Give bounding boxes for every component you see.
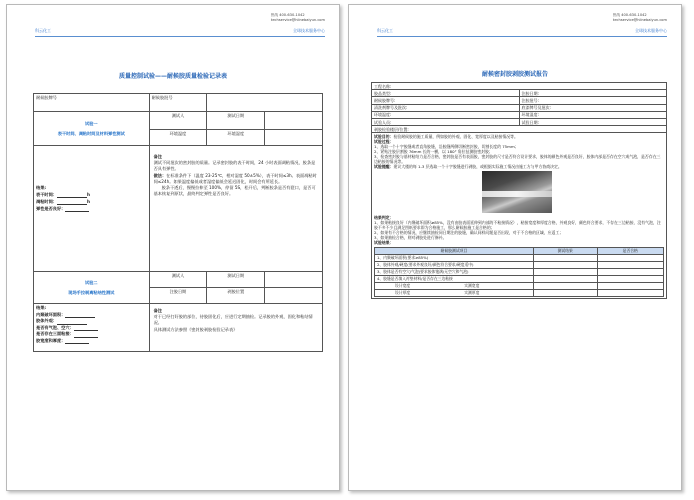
results-label: 结果:: [36, 185, 47, 190]
pass-cell[interactable]: [597, 254, 663, 261]
page-title: 质量控制试验——耐候胶质量检验记录表: [118, 73, 227, 80]
pass-cell[interactable]: [597, 289, 663, 296]
test-date-label: 试验日期:: [519, 118, 667, 125]
sealant-batch-label: 耐候胶批号: [149, 94, 207, 112]
test2-heading: [34, 272, 150, 304]
test-date-label: 测试日期: [207, 112, 265, 130]
test2-results: [34, 304, 150, 352]
col-header-pass: 是否合格: [597, 247, 663, 254]
note2-ref: 具体测试方法参照《密封胶剥胶检验记录表》: [153, 326, 238, 332]
results2-label: 结果:: [36, 305, 47, 310]
env-humidity-value[interactable]: [265, 130, 323, 146]
batch-number-label: 注胶批号:: [519, 97, 667, 104]
record-form-page: [6, 4, 340, 491]
note2-label: 备注: [153, 308, 162, 313]
surface-dry-label: 表干时间：: [36, 192, 57, 197]
sealant-brand-label: 耐候胶牌号: [34, 94, 150, 112]
page-header: [35, 28, 325, 37]
test1-notes: [149, 146, 322, 272]
cohesion-label: 内聚破坏面积：: [36, 311, 66, 317]
table-row: [375, 268, 664, 275]
env-temp-label: 环境温度:: [372, 111, 520, 118]
company-name: 科云化工: [377, 28, 393, 33]
result-cell[interactable]: [533, 289, 597, 296]
bubble-label: 是否有气泡、空穴：: [36, 324, 74, 330]
peel-test-report-page: [348, 4, 682, 491]
thickness-field[interactable]: [65, 339, 89, 344]
appearance-label: 胶体外观：: [36, 318, 57, 323]
table-row: [375, 254, 664, 261]
tester-label: 测试人: [149, 112, 207, 130]
email-text: techservice@hiinebaiyun.com: [270, 18, 325, 22]
result-cell[interactable]: [533, 275, 597, 282]
col-header-item: 耐候胶测试项目: [375, 247, 534, 254]
note2-text: 对于已经打好胶的部位，待胶固化后，应进行定期抽检。记录胶的外观、固化和粘结情况。: [153, 314, 313, 326]
tester-label: 试验人员:: [372, 118, 520, 125]
note-prefix: 试验提醒：: [374, 163, 394, 169]
row-label: 3、胶体是否有空穴/气泡(要求胶体饱满/无空穴和气泡): [375, 268, 534, 275]
elastic-field[interactable]: [65, 207, 89, 212]
tack-free-label: 凋粘时间：: [36, 199, 57, 204]
test2-notes: [149, 304, 322, 352]
test2-subtitle: 现场手拉剥离粘结性测试: [68, 289, 115, 295]
cleaner-label: 清洗剂牌号及批次:: [372, 104, 520, 111]
result-cell[interactable]: [533, 282, 597, 289]
page-title: 耐候密封胶剥胶测试报告: [481, 71, 548, 78]
test2-title: 试验二: [85, 279, 98, 285]
test-date2-label: 测试日期: [207, 272, 265, 288]
test1-results: [34, 146, 150, 272]
report-table: [371, 82, 667, 299]
hotline-text: 热线 400-630-1042: [612, 13, 647, 17]
contact-info: [271, 13, 325, 23]
row-label: 4、胶缝是否填入衬垫材料/是否存在三边粘接: [375, 275, 534, 282]
thickness-label: 胶宽度和厚度：: [36, 337, 66, 343]
table-row: [375, 261, 664, 268]
col-header-result: 测试结果: [533, 247, 597, 254]
table-row: [375, 282, 664, 289]
design-thickness-label: 设计厚度: [395, 290, 411, 296]
result-cell[interactable]: [533, 268, 597, 275]
env-humidity-label: 环境湿度: [207, 130, 265, 146]
report-body: [372, 133, 667, 298]
env-humidity-label: 环境湿度:: [519, 111, 667, 118]
test-date-value[interactable]: [265, 112, 323, 130]
primer-label: 底漆牌号及批次:: [519, 104, 667, 111]
steps-prefix: 试验过程：: [374, 138, 394, 144]
test-date2-value[interactable]: [265, 272, 323, 288]
design-width-label: 设计宽度: [395, 283, 411, 289]
table-row: [375, 289, 664, 296]
pass-cell[interactable]: [597, 282, 663, 289]
company-name: 科云化工: [35, 28, 51, 33]
email-text: techservice@hiinebaiyun.com: [612, 18, 667, 22]
results-table: [374, 247, 664, 297]
result-cell[interactable]: [533, 254, 597, 261]
injection-date-label: 注胶日期:: [519, 90, 667, 97]
three-side-label: 是否存在三面粘接：: [36, 331, 74, 336]
note-extra: 胶条干透后，慢慢拉伸至 100%，停留 5S，松开后，判断胶条是否有裂口，是否可基本恢复到原状，最终判定弹性是否良好。: [153, 185, 316, 197]
pass-cell[interactable]: [597, 261, 663, 268]
hotline-text: 热线 400-630-1042: [270, 13, 305, 17]
row-label: 2、胶体外观/硬度(要求外观良好/颜色符合要求/硬度适中): [375, 261, 534, 268]
judge-item: 2、如果有不合格的情况，应继续抽检同日期注的胶缝，确认同样问题是否出现，对于不合格的区域，应返工；: [374, 229, 564, 235]
elastic-label: 弹性是否良好：: [36, 206, 66, 211]
actual-thickness-label: 实测厚度: [464, 290, 480, 296]
peel-position-label: 剥胶位置: [207, 288, 265, 304]
peel-test-photo: [482, 171, 552, 213]
pass-cell[interactable]: [597, 275, 663, 282]
purpose-text: 检验耐候胶的施工质量，例如胶的外观、固化、宽厚度以及粘接情况等。: [393, 133, 518, 139]
test1-title: 试验一: [85, 120, 98, 126]
note-label: 备注: [153, 154, 162, 159]
note-text: 建议大楼的每 1-3 层选取一个十字胶缝进行剥胶，或根据实际施工情况由施工方与甲方协商决定。: [393, 163, 562, 169]
contact-info: [613, 13, 667, 23]
judge-item: 3、如果抽检合格，则对剥胶处进行修补。: [374, 234, 447, 240]
method-text: 在标准条件下（温度 23-25℃，相对湿度 50±5%），表干时间≤3h。表面凋粘时间≤24h。如果温度偏低或者湿度偏低会延迟固化，时间会有所延长。: [153, 172, 317, 184]
sealant-type-label: 胶品类型:: [372, 90, 520, 97]
test1-heading: [34, 112, 150, 146]
pass-cell[interactable]: [597, 268, 663, 275]
peel-position-label: 剥胶检验楼层/位置:: [372, 126, 667, 133]
sealant-brand-label: 耐候胶牌号:: [372, 97, 520, 104]
note-text: 测试不同批次的密封胶的质量。记录密封胶的表干时间，24 小时表面凋粘情况，胶条是否具有弹性。: [153, 160, 316, 172]
step-item: 1、选取一个十字胶缝或者直角胶缝，沿胶缝两侧切断密封胶，切割长度约 75mm；: [374, 143, 519, 149]
note-date-label: 注胶日期: [149, 288, 207, 304]
purpose-prefix: 试验目的：: [374, 133, 394, 139]
page-header: [377, 28, 667, 37]
row-label: 1、内聚破坏面积(要求≥85%): [375, 254, 534, 261]
method-prefix: 做法：: [153, 172, 167, 178]
unit-h: h: [86, 192, 90, 197]
actual-width-label: 实测宽度: [464, 283, 480, 289]
judge-item: 1、如果粘接良好（内聚破坏面积≥85%，没有由胶表面延伸到内部的不粘接情况），粘接宽度和厚度合格，外观良好，颜色符合要求，不存在三边粘接，没有气泡，注胶不多不少且满足图纸要求即为合格施工，那么耐候胶施工是合格的；: [374, 219, 661, 230]
service-center-name: 全球技术服务中心: [293, 28, 325, 33]
unit-h: h: [86, 199, 90, 204]
record-table: [33, 93, 323, 352]
result-cell[interactable]: [533, 261, 597, 268]
test1-subtitle: 表干时间、凋粘时间及材料弹性测试: [57, 130, 125, 136]
peel-position-value[interactable]: [265, 288, 323, 304]
project-name-label: 工程名称:: [372, 83, 667, 90]
step-item: 3、检查密封胶与基材粘结力是否合格，密封胶是否有表面胶，密封胶的尺寸是否符合设计要求，胶体的颜色外观是否良好，胶体内部是否存在空穴或气泡，是否存在三边粘接的情况等。: [374, 153, 661, 164]
sealant-batch-value[interactable]: [207, 94, 323, 112]
three-side-field[interactable]: [74, 333, 98, 338]
record-prefix: 试验结果：: [374, 239, 394, 245]
tester2-label: 测试人: [149, 272, 207, 288]
service-center-name: 全球技术服务中心: [635, 28, 667, 33]
step-item: 2、紧贴注胶层割胶 76mm 长的一横，以 180° 角拉扯测胶密封胶；: [374, 148, 493, 154]
table-row: [375, 275, 664, 282]
env-temp-label: 环境温度: [149, 130, 207, 146]
judge-prefix: 结果判定：: [374, 214, 394, 220]
